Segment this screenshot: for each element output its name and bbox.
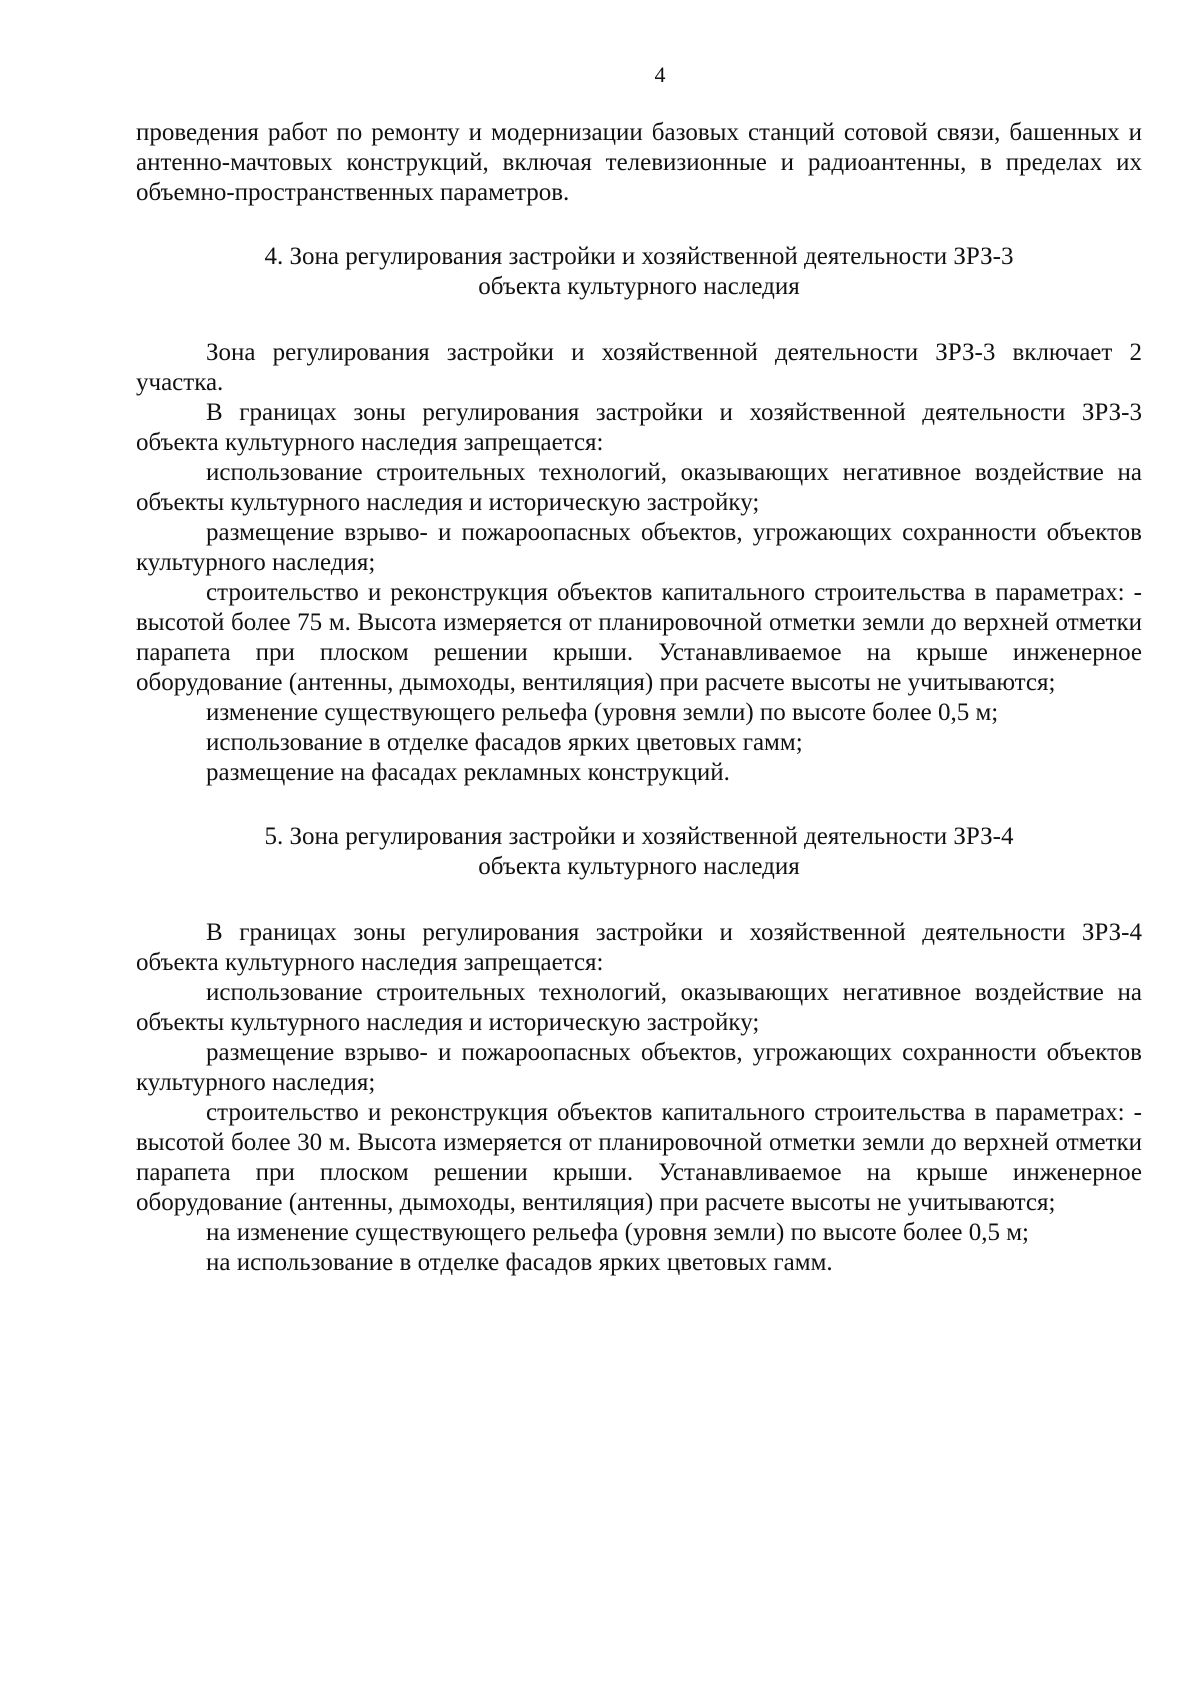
section-4-item-1: использование строительных технологий, оказывающих негативное воздействие на объекты культурного наследия и историческую застройку; <box>136 459 1142 516</box>
section-5-title-line-1: 5. Зона регулирования застройки и хозяйственной деятельности ЗРЗ-4 <box>264 823 1014 850</box>
document-body <box>136 118 1142 1278</box>
intro-paragraph: проведения работ по ремонту и модернизации базовых станций сотовой связи, башенных и антенно-мачтовых конструкций, включая телевизионные и радиоантенны, в пределах их объемно-пространственных параметров. <box>136 119 1142 206</box>
section-4-paragraph-2: В границах зоны регулирования застройки и хозяйственной деятельности ЗРЗ-3 объекта культурного наследия запрещается: <box>136 399 1142 456</box>
section-5-heading <box>136 822 1142 882</box>
page-number: 4 <box>654 62 666 87</box>
section-4-item-4: изменение существующего рельефа (уровня земли) по высоте более 0,5 м; <box>206 699 999 726</box>
section-4-title-line-1: 4. Зона регулирования застройки и хозяйственной деятельности ЗРЗ-3 <box>264 243 1014 270</box>
section-4-paragraph-1: Зона регулирования застройки и хозяйственной деятельности ЗРЗ-3 включает 2 участка. <box>136 339 1142 396</box>
section-5-paragraph-1: В границах зоны регулирования застройки и хозяйственной деятельности ЗРЗ-4 объекта культурного наследия запрещается: <box>136 919 1142 976</box>
section-5-item-2: размещение взрыво- и пожароопасных объектов, угрожающих сохранности объектов культурного наследия; <box>136 1039 1142 1096</box>
section-4-item-3: строительство и реконструкция объектов капитального строительства в параметрах: - высотой более 75 м. Высота измеряется от планировочной отметки земли до верхней отметки парапета при плоском решении крыши. Устанавливаемое на крыше инженерное оборудование (антенны, дымоходы, вентиляция) при расчете высоты не учитываются; <box>136 579 1142 696</box>
section-4-item-5: использование в отделке фасадов ярких цветовых гамм; <box>206 729 803 756</box>
section-4-item-2: размещение взрыво- и пожароопасных объектов, угрожающих сохранности объектов культурного наследия; <box>136 519 1142 576</box>
section-5-title-line-2: объекта культурного наследия <box>478 853 800 880</box>
section-4-item-6: размещение на фасадах рекламных конструкций. <box>206 759 730 786</box>
section-5-item-3: строительство и реконструкция объектов капитального строительства в параметрах: - высотой более 30 м. Высота измеряется от планировочной отметки земли до верхней отметки парапета при плоском решении крыши. Устанавливаемое на крыше инженерное оборудование (антенны, дымоходы, вентиляция) при расчете высоты не учитываются; <box>136 1099 1142 1216</box>
section-5-item-4: на изменение существующего рельефа (уровня земли) по высоте более 0,5 м; <box>206 1219 1029 1246</box>
section-5-item-5: на использование в отделке фасадов ярких цветовых гамм. <box>206 1249 833 1276</box>
section-4-heading <box>136 242 1142 302</box>
section-4-title-line-2: объекта культурного наследия <box>478 273 800 300</box>
section-5-item-1: использование строительных технологий, оказывающих негативное воздействие на объекты культурного наследия и историческую застройку; <box>136 979 1142 1036</box>
